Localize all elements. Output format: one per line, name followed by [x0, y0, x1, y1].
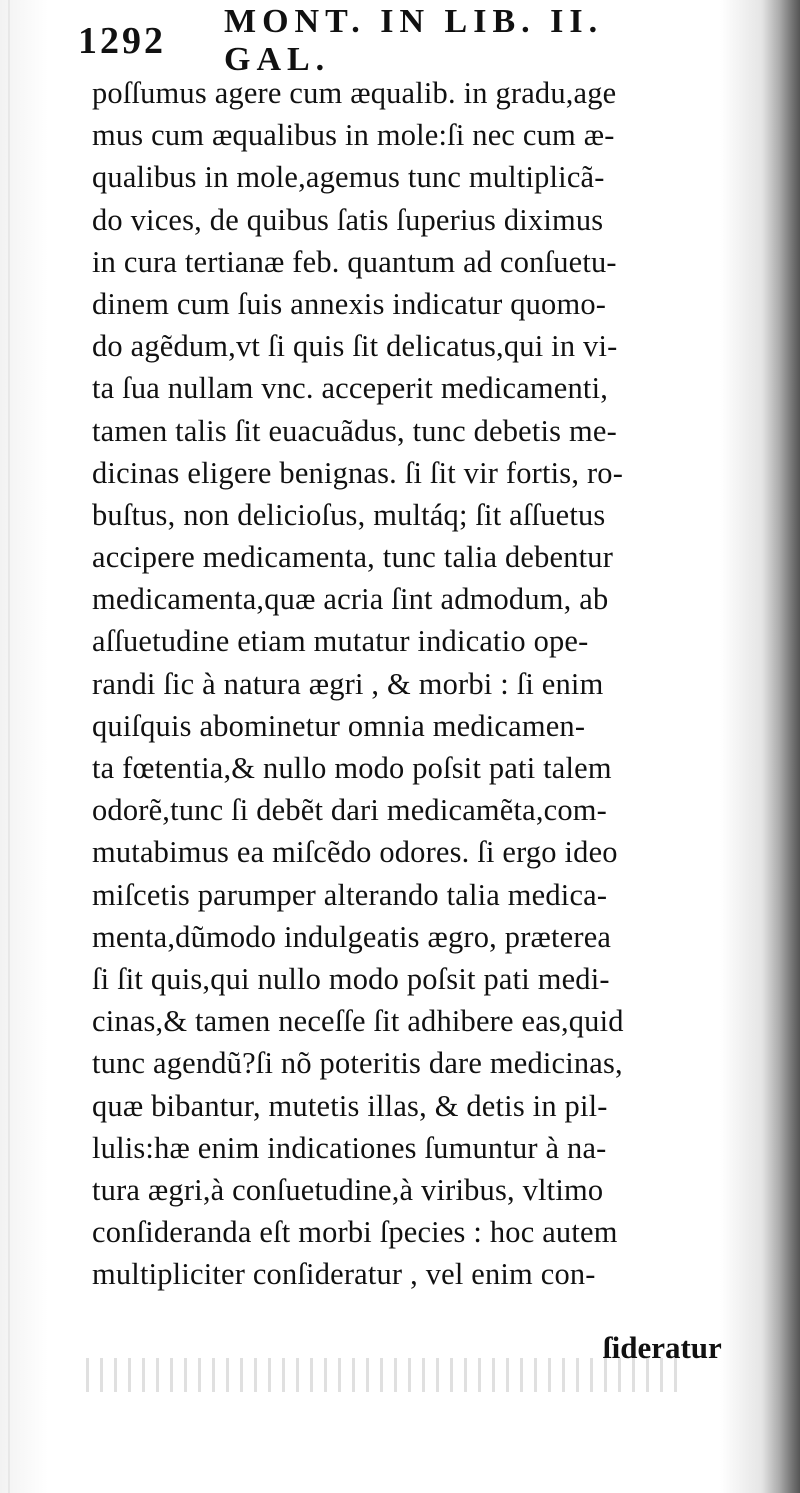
- text-line: conſideranda eſt morbi ſpecies : hoc autem: [92, 1214, 618, 1250]
- text-line: tamen talis ſit euacuãdus, tunc debetis me-: [92, 412, 617, 448]
- page-header: [78, 3, 718, 78]
- text-line: quæ bibantur, mutetis illas, & detis in pil-: [92, 1087, 608, 1123]
- text-line: mus cum æqualibus in mole:ſi nec cum æ-: [92, 117, 615, 153]
- text-line: tunc agendũ?ſi nõ poteritis dare medicinas,: [92, 1045, 623, 1081]
- catchword: ſideratur: [603, 1330, 722, 1365]
- text-line: ta ſua nullam vnc. acceperit medicamenti,: [92, 370, 609, 406]
- gutter-line: [8, 0, 10, 1493]
- text-line: dicinas eligere benignas. ſi ſit vir fortis, ro-: [92, 454, 624, 490]
- page-number: 1292: [78, 20, 166, 62]
- text-line: ta fœtentia,& nullo modo poſsit pati talem: [92, 750, 612, 785]
- text-line: lulis:hæ enim indicationes ſumuntur à na-: [92, 1129, 607, 1165]
- text-line: poſſumus agere cum æqualib. in gradu,age: [92, 75, 617, 110]
- text-line: quiſquis abominetur omnia medicamen-: [92, 707, 586, 743]
- text-line: cinas,& tamen neceſſe ſit adhibere eas,quid: [92, 1003, 624, 1039]
- text-line: medicamenta,quæ acria ſint admodum, ab: [92, 581, 609, 617]
- page-edge-shadow: [762, 0, 800, 1493]
- text-line: menta,dũmodo indulgeatis ægro, præterea: [92, 918, 612, 954]
- text-line: mutabimus ea miſcẽdo odores. ſi ergo ideo: [92, 834, 618, 870]
- body-text: [92, 72, 764, 1295]
- text-line: accipere medicamenta, tunc talia debentur: [92, 539, 614, 575]
- text-line: miſcetis parumper alterando talia medica-: [92, 876, 608, 912]
- text-line: tura ægri,à conſuetudine,à viribus, vltimo: [92, 1171, 604, 1207]
- text-line: buſtus, non delicioſus, multáq; ſit aſſuetus: [92, 496, 606, 532]
- text-line: ſi ſit quis,qui nullo modo poſsit pati medi-: [92, 960, 610, 996]
- text-line: do agẽdum,vt ſi quis ſit delicatus,qui in vi-: [92, 328, 618, 364]
- text-line: multipliciter conſideratur , vel enim con-: [92, 1256, 596, 1292]
- text-line: odorẽ,tunc ſi debẽt dari medicamẽta,com-: [92, 792, 608, 828]
- text-line: in cura tertianæ feb. quantum ad conſuetu-: [92, 243, 617, 279]
- show-through-ink: [86, 1358, 686, 1392]
- text-line: qualibus in mole,agemus tunc multiplicã-: [92, 159, 605, 195]
- text-line: dinem cum ſuis annexis indicatur quomo-: [92, 285, 607, 321]
- running-head: MONT. IN LIB. II. GAL.: [224, 3, 604, 78]
- text-line: do vices, de quibus ſatis ſuperius diximus: [92, 201, 604, 237]
- text-line: aſſuetudine etiam mutatur indicatio ope-: [92, 623, 589, 659]
- text-line: randi ſic à natura ægri , & morbi : ſi enim: [92, 665, 604, 701]
